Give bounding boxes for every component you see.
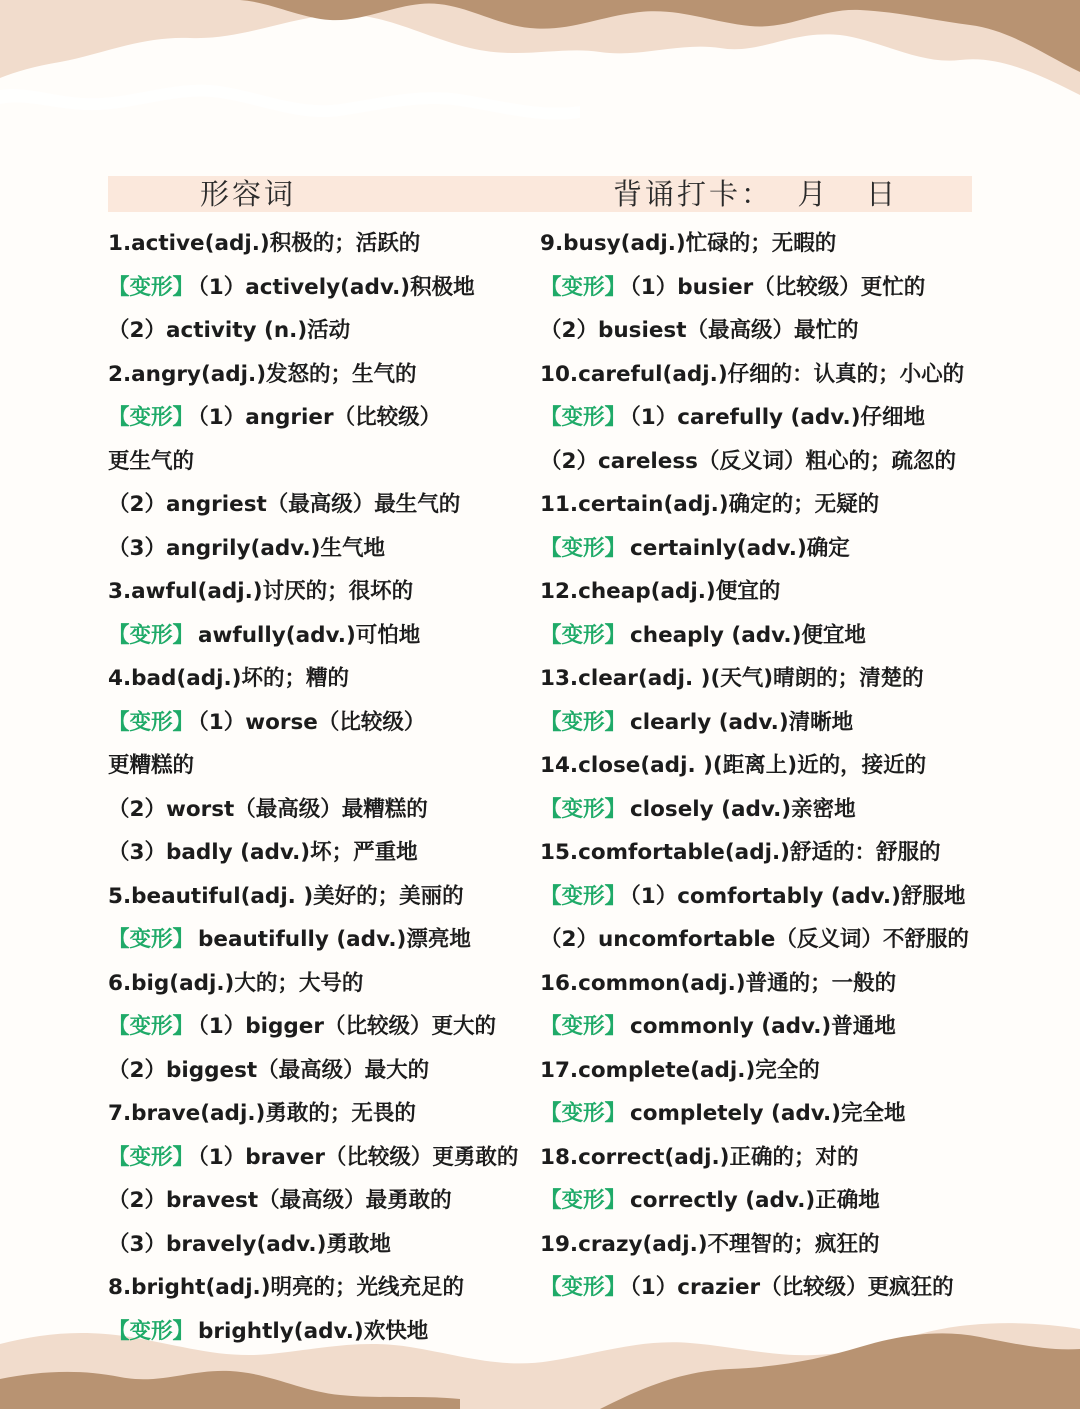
vocab-line — [108, 1223, 533, 1267]
variant-tag: 【变形】 — [540, 709, 627, 735]
vocab-line — [540, 831, 980, 875]
vocab-text: （1）actively(adv.)积极地 — [198, 274, 475, 300]
vocab-text: （2）worst（最高级）最糟糕的 — [108, 796, 428, 822]
vocab-text: 18.correct(adj.)正确的；对的 — [540, 1144, 859, 1170]
vocab-line — [540, 614, 980, 658]
checkin-date-field: 背诵打卡： 月 日 — [613, 177, 899, 211]
vocab-line — [108, 222, 533, 266]
vocab-text: （1）worse（比较级） — [198, 709, 426, 735]
vocab-text: （3）bravely(adv.)勇敢地 — [108, 1231, 391, 1257]
vocab-line — [108, 701, 533, 745]
vocab-text: 10.careful(adj.)仔细的：认真的；小心的 — [540, 361, 965, 387]
vocab-line — [108, 570, 533, 614]
vocab-text: （2）biggest（最高级）最大的 — [108, 1057, 430, 1083]
variant-tag: 【变形】 — [108, 274, 195, 300]
vocab-text: （2）careless（反义词）粗心的；疏忽的 — [540, 448, 956, 474]
vocab-line — [540, 918, 980, 962]
vocab-text: （1）braver（比较级）更勇敢的 — [198, 1144, 519, 1170]
vocab-text: awfully(adv.)可怕地 — [198, 622, 421, 648]
variant-tag: 【变形】 — [540, 1014, 627, 1039]
vocab-text: 8.bright(adj.)明亮的；光线充足的 — [108, 1275, 465, 1300]
vocab-line — [108, 266, 533, 310]
vocab-text: （3）badly (adv.)坏；严重地 — [108, 840, 418, 865]
vocab-text: 15.comfortable(adj.)舒适的：舒服的 — [540, 840, 941, 865]
vocab-line — [540, 266, 980, 310]
vocab-line — [108, 744, 533, 788]
vocab-line — [108, 831, 533, 875]
vocab-text: beautifully (adv.)漂亮地 — [198, 927, 471, 952]
vocab-text: 13.clear(adj. )(天气)晴朗的；清楚的 — [540, 666, 924, 691]
vocab-text: 2.angry(adj.)发怒的；生气的 — [108, 361, 417, 387]
vocab-text: 7.brave(adj.)勇敢的；无畏的 — [108, 1101, 416, 1126]
top-wave-decoration — [0, 0, 1080, 150]
section-title: 形容词 — [200, 177, 297, 211]
vocab-line — [540, 1005, 980, 1049]
vocab-text: （2）bravest（最高级）最勇敢的 — [108, 1188, 452, 1213]
vocab-line — [108, 918, 533, 962]
vocab-text: clearly (adv.)清晰地 — [630, 709, 854, 735]
vocab-line — [108, 788, 533, 832]
vocab-line — [540, 309, 980, 353]
vocab-line — [108, 396, 533, 440]
vocab-line — [540, 1092, 980, 1136]
vocab-line — [540, 1136, 980, 1180]
vocab-text: （2）uncomfortable（反义词）不舒服的 — [540, 927, 969, 952]
vocab-line — [108, 1266, 533, 1310]
vocab-text: 9.busy(adj.)忙碌的；无暇的 — [540, 231, 837, 256]
vocab-line — [108, 1005, 533, 1049]
vocab-text: 17.complete(adj.)完全的 — [540, 1057, 820, 1083]
vocab-text: 19.crazy(adj.)不理智的；疯狂的 — [540, 1231, 880, 1257]
vocab-line — [540, 1266, 980, 1310]
variant-tag: 【变形】 — [108, 1318, 195, 1344]
vocab-line — [540, 701, 980, 745]
variant-tag: 【变形】 — [108, 709, 195, 735]
vocab-text: （1）angrier（比较级） — [198, 405, 442, 430]
vocab-line — [108, 1092, 533, 1136]
vocab-line — [108, 1179, 533, 1223]
variant-tag: 【变形】 — [108, 1144, 195, 1170]
vocab-text: certainly(adv.)确定 — [630, 535, 850, 561]
vocab-line — [540, 396, 980, 440]
vocab-line — [108, 1310, 533, 1354]
vocab-line — [108, 527, 533, 571]
vocab-line — [108, 483, 533, 527]
variant-tag: 【变形】 — [540, 1188, 627, 1213]
vocab-line — [108, 1136, 533, 1180]
header-bar — [108, 176, 972, 212]
vocab-text: brightly(adv.)欢快地 — [198, 1318, 429, 1344]
vocab-text: （1）comfortably (adv.)舒服地 — [630, 883, 966, 909]
vocab-line — [108, 1049, 533, 1093]
vocab-line — [540, 1179, 980, 1223]
vocab-text: （1）busier（比较级）更忙的 — [630, 274, 926, 300]
vocab-text: （2）busiest（最高级）最忙的 — [540, 318, 859, 343]
vocab-line — [540, 657, 980, 701]
vocab-text: 14.close(adj. )(距离上)近的，接近的 — [540, 753, 927, 778]
variant-tag: 【变形】 — [540, 796, 627, 822]
vocab-text: cheaply (adv.)便宜地 — [630, 622, 866, 648]
vocab-line — [540, 744, 980, 788]
variant-tag: 【变形】 — [540, 405, 627, 430]
vocab-line — [540, 788, 980, 832]
vocab-line — [540, 483, 980, 527]
variant-tag: 【变形】 — [540, 1101, 627, 1126]
left-vocab-column — [108, 222, 533, 1353]
variant-tag: 【变形】 — [540, 622, 627, 648]
vocab-line — [540, 875, 980, 919]
vocab-text: （2）angriest（最高级）最生气的 — [108, 492, 461, 517]
vocab-line — [540, 222, 980, 266]
vocab-text: 12.cheap(adj.)便宜的 — [540, 579, 781, 604]
vocab-line — [540, 1223, 980, 1267]
vocab-line — [540, 353, 980, 397]
variant-tag: 【变形】 — [108, 405, 195, 430]
variant-tag: 【变形】 — [540, 535, 627, 561]
vocab-line — [108, 309, 533, 353]
vocab-text: 16.common(adj.)普通的；一般的 — [540, 970, 897, 996]
vocab-text: correctly (adv.)正确地 — [630, 1188, 880, 1213]
vocab-line — [540, 527, 980, 571]
variant-tag: 【变形】 — [540, 1275, 627, 1300]
vocab-text: （2）activity (n.)活动 — [108, 318, 351, 343]
vocab-text: 6.big(adj.)大的；大号的 — [108, 970, 364, 996]
vocab-text: 3.awful(adj.)讨厌的；很坏的 — [108, 579, 414, 604]
vocab-line — [108, 440, 533, 484]
vocab-text: 5.beautiful(adj. )美好的；美丽的 — [108, 883, 464, 909]
variant-tag: 【变形】 — [108, 1014, 195, 1039]
vocab-text: （1）crazier（比较级）更疯狂的 — [630, 1275, 954, 1300]
vocab-line — [540, 1049, 980, 1093]
vocab-text: （3）angrily(adv.)生气地 — [108, 535, 386, 561]
right-vocab-column — [540, 222, 980, 1310]
vocab-text: 4.bad(adj.)坏的；糟的 — [108, 666, 350, 691]
vocab-text: 更糟糕的 — [108, 753, 195, 778]
variant-tag: 【变形】 — [108, 927, 195, 952]
vocab-line — [540, 962, 980, 1006]
vocab-line — [540, 570, 980, 614]
vocab-line — [108, 353, 533, 397]
vocab-text: completely (adv.)完全地 — [630, 1101, 906, 1126]
vocab-line — [108, 657, 533, 701]
vocab-text: 11.certain(adj.)确定的；无疑的 — [540, 492, 880, 517]
variant-tag: 【变形】 — [108, 622, 195, 648]
vocab-line — [540, 440, 980, 484]
vocab-text: closely (adv.)亲密地 — [630, 796, 856, 822]
vocab-text: （1）bigger（比较级）更大的 — [198, 1014, 496, 1039]
vocab-text: 1.active(adj.)积极的；活跃的 — [108, 231, 421, 256]
vocab-line — [108, 962, 533, 1006]
vocab-text: commonly (adv.)普通地 — [630, 1014, 896, 1039]
variant-tag: 【变形】 — [540, 274, 627, 300]
vocab-text: 更生气的 — [108, 448, 195, 474]
vocab-line — [108, 614, 533, 658]
vocab-text: （1）carefully (adv.)仔细地 — [630, 405, 926, 430]
vocab-line — [108, 875, 533, 919]
variant-tag: 【变形】 — [540, 883, 627, 909]
